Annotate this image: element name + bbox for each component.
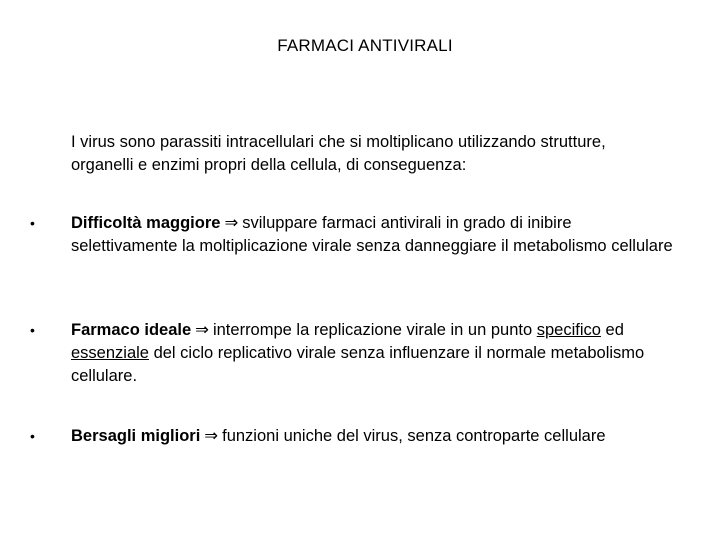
bullet-content-3 [71, 425, 681, 448]
implies-arrow-icon: ⇒ [195, 321, 209, 339]
bullet-icon: • [30, 428, 35, 444]
underlined-word-specifico: specifico [536, 321, 601, 339]
bullet-term-1: Difficoltà maggiore [71, 214, 221, 232]
implies-arrow-icon: ⇒ [224, 214, 239, 232]
bullet-icon: • [30, 215, 35, 231]
bullet-text-2-post: del ciclo replicativo virale senza influenzare il normale metabolismo cellulare. [71, 344, 645, 385]
bullet-icon: • [30, 322, 35, 338]
slide-title: FARMACI ANTIVIRALI [277, 36, 453, 55]
bullet-text-2-pre: interrompe la replicazione virale in un punto [212, 321, 533, 339]
intro-paragraph: I virus sono parassiti intracellulari che si moltiplicano utilizzando strutture, organelli e enzimi propri della cellula, di conseguenza: [71, 133, 606, 174]
bullet-term-3: Bersagli migliori [71, 427, 201, 445]
bullet-term-2: Farmaco ideale [71, 321, 192, 339]
bullet-text-1: sviluppare farmaci antivirali in grado di inibire selettivamente la moltiplicazione virale senza danneggiare il metabolismo cellulare [71, 214, 673, 255]
underlined-word-essenziale: essenziale [71, 344, 149, 362]
bullet-text-3: funzioni uniche del virus, senza controparte cellulare [222, 427, 606, 445]
bullet-content-1 [71, 212, 681, 258]
bullet-text-2-mid: ed [605, 321, 624, 339]
implies-arrow-icon: ⇒ [204, 427, 219, 445]
bullet-content-2 [71, 319, 681, 388]
